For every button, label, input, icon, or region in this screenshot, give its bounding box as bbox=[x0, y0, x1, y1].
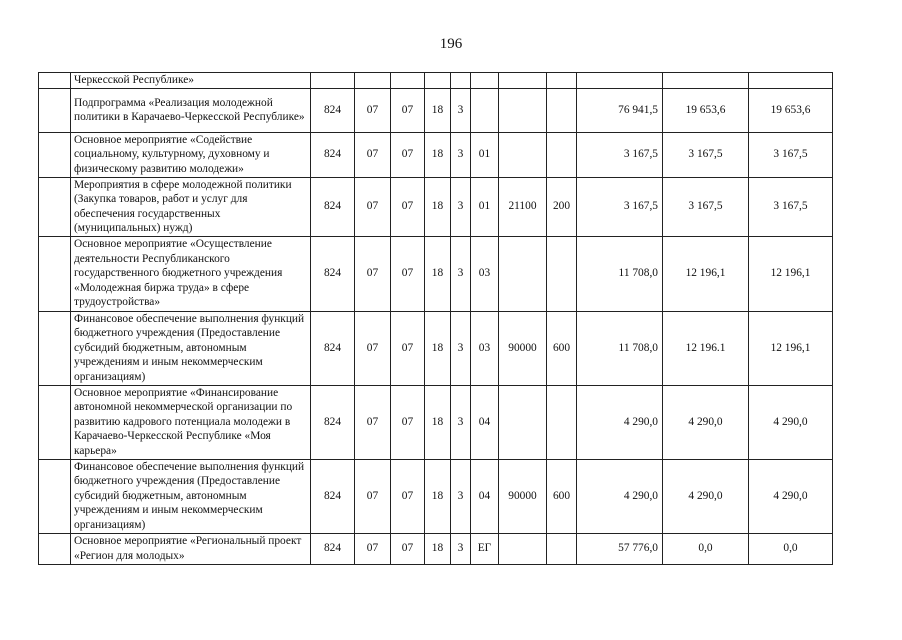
program-code-cell: 18 bbox=[425, 88, 451, 132]
direction-code-cell bbox=[499, 236, 547, 311]
row-number-cell bbox=[39, 132, 71, 177]
row-number-cell bbox=[39, 236, 71, 311]
activity-code-cell: EГ bbox=[471, 533, 499, 564]
program-name-cell: Основное мероприятие «Региональный проект «Регион для молодых» bbox=[71, 533, 311, 564]
subsection-code-cell bbox=[391, 73, 425, 89]
amount-year-1-cell bbox=[577, 73, 663, 89]
amount-year-1-cell: 76 941,5 bbox=[577, 88, 663, 132]
table-row bbox=[39, 459, 833, 533]
subprogram-code-cell: 3 bbox=[451, 385, 471, 459]
grbs-code-cell bbox=[311, 73, 355, 89]
section-code-cell: 07 bbox=[355, 132, 391, 177]
grbs-code-cell: 824 bbox=[311, 88, 355, 132]
amount-year-1-cell: 11 708,0 bbox=[577, 236, 663, 311]
subsection-code-cell: 07 bbox=[391, 385, 425, 459]
program-code-cell: 18 bbox=[425, 132, 451, 177]
subsection-code-cell: 07 bbox=[391, 459, 425, 533]
direction-code-cell bbox=[499, 533, 547, 564]
row-number-cell bbox=[39, 73, 71, 89]
amount-year-2-cell: 12 196,1 bbox=[663, 236, 749, 311]
program-code-cell: 18 bbox=[425, 459, 451, 533]
row-number-cell bbox=[39, 311, 71, 385]
table-row bbox=[39, 533, 833, 564]
section-code-cell: 07 bbox=[355, 459, 391, 533]
amount-year-2-cell: 4 290,0 bbox=[663, 459, 749, 533]
program-code-cell bbox=[425, 73, 451, 89]
table-row bbox=[39, 385, 833, 459]
grbs-code-cell: 824 bbox=[311, 311, 355, 385]
direction-code-cell: 90000 bbox=[499, 311, 547, 385]
subsection-code-cell: 07 bbox=[391, 132, 425, 177]
direction-code-cell bbox=[499, 73, 547, 89]
program-name-cell: Финансовое обеспечение выполнения функций бюджетного учреждения (Предоставление субсидий бюджетным, автономным учреждениям и иным некоммерческим организациям) bbox=[71, 459, 311, 533]
amount-year-2-cell: 3 167,5 bbox=[663, 132, 749, 177]
table-row bbox=[39, 236, 833, 311]
table-row bbox=[39, 177, 833, 236]
activity-code-cell: 04 bbox=[471, 459, 499, 533]
program-code-cell: 18 bbox=[425, 533, 451, 564]
program-name-cell: Основное мероприятие «Содействие социальному, культурному, духовному и физическому развитию молодежи» bbox=[71, 132, 311, 177]
subprogram-code-cell: 3 bbox=[451, 88, 471, 132]
expense-type-cell: 600 bbox=[547, 311, 577, 385]
amount-year-1-cell: 4 290,0 bbox=[577, 385, 663, 459]
amount-year-1-cell: 11 708,0 bbox=[577, 311, 663, 385]
program-name-cell: Основное мероприятие «Финансирование автономной некоммерческой организации по развитию кадрового потенциала молодежи в Карачаево-Черкесской Республике «Моя карьера» bbox=[71, 385, 311, 459]
amount-year-3-cell bbox=[749, 73, 833, 89]
row-number-cell bbox=[39, 533, 71, 564]
expense-type-cell bbox=[547, 132, 577, 177]
section-code-cell: 07 bbox=[355, 385, 391, 459]
expense-type-cell bbox=[547, 73, 577, 89]
amount-year-1-cell: 3 167,5 bbox=[577, 132, 663, 177]
direction-code-cell: 21100 bbox=[499, 177, 547, 236]
section-code-cell: 07 bbox=[355, 88, 391, 132]
subsection-code-cell: 07 bbox=[391, 177, 425, 236]
activity-code-cell: 01 bbox=[471, 132, 499, 177]
amount-year-3-cell: 19 653,6 bbox=[749, 88, 833, 132]
amount-year-2-cell: 0,0 bbox=[663, 533, 749, 564]
section-code-cell bbox=[355, 73, 391, 89]
program-code-cell: 18 bbox=[425, 177, 451, 236]
expense-type-cell bbox=[547, 236, 577, 311]
program-name-cell: Основное мероприятие «Осуществление деятельности Республиканского государственного бюджетного учреждения «Молодежная биржа труда» в сфере трудоустройства» bbox=[71, 236, 311, 311]
program-name-cell: Черкесской Республике» bbox=[71, 73, 311, 89]
amount-year-3-cell: 12 196,1 bbox=[749, 236, 833, 311]
table-row bbox=[39, 73, 833, 89]
amount-year-1-cell: 4 290,0 bbox=[577, 459, 663, 533]
section-code-cell: 07 bbox=[355, 177, 391, 236]
budget-table-body bbox=[39, 73, 833, 565]
section-code-cell: 07 bbox=[355, 533, 391, 564]
direction-code-cell: 90000 bbox=[499, 459, 547, 533]
grbs-code-cell: 824 bbox=[311, 236, 355, 311]
table-row bbox=[39, 132, 833, 177]
amount-year-2-cell: 12 196.1 bbox=[663, 311, 749, 385]
amount-year-3-cell: 4 290,0 bbox=[749, 385, 833, 459]
section-code-cell: 07 bbox=[355, 311, 391, 385]
activity-code-cell: 03 bbox=[471, 236, 499, 311]
grbs-code-cell: 824 bbox=[311, 459, 355, 533]
amount-year-3-cell: 3 167,5 bbox=[749, 132, 833, 177]
row-number-cell bbox=[39, 459, 71, 533]
program-code-cell: 18 bbox=[425, 236, 451, 311]
amount-year-2-cell: 4 290,0 bbox=[663, 385, 749, 459]
table-row bbox=[39, 311, 833, 385]
activity-code-cell bbox=[471, 88, 499, 132]
subsection-code-cell: 07 bbox=[391, 88, 425, 132]
amount-year-3-cell: 3 167,5 bbox=[749, 177, 833, 236]
activity-code-cell: 04 bbox=[471, 385, 499, 459]
amount-year-2-cell: 3 167,5 bbox=[663, 177, 749, 236]
expense-type-cell bbox=[547, 88, 577, 132]
direction-code-cell bbox=[499, 132, 547, 177]
subprogram-code-cell: 3 bbox=[451, 311, 471, 385]
activity-code-cell bbox=[471, 73, 499, 89]
program-name-cell: Подпрограмма «Реализация молодежной политики в Карачаево-Черкесской Республике» bbox=[71, 88, 311, 132]
expense-type-cell: 600 bbox=[547, 459, 577, 533]
activity-code-cell: 01 bbox=[471, 177, 499, 236]
activity-code-cell: 03 bbox=[471, 311, 499, 385]
section-code-cell: 07 bbox=[355, 236, 391, 311]
direction-code-cell bbox=[499, 385, 547, 459]
subprogram-code-cell: 3 bbox=[451, 177, 471, 236]
subsection-code-cell: 07 bbox=[391, 533, 425, 564]
amount-year-3-cell: 0,0 bbox=[749, 533, 833, 564]
subprogram-code-cell: 3 bbox=[451, 533, 471, 564]
amount-year-1-cell: 57 776,0 bbox=[577, 533, 663, 564]
subprogram-code-cell: 3 bbox=[451, 236, 471, 311]
program-name-cell: Финансовое обеспечение выполнения функций бюджетного учреждения (Предоставление субсидий бюджетным, автономным учреждениям и иным некоммерческим организациям) bbox=[71, 311, 311, 385]
budget-table bbox=[38, 72, 833, 565]
amount-year-3-cell: 4 290,0 bbox=[749, 459, 833, 533]
subprogram-code-cell: 3 bbox=[451, 132, 471, 177]
row-number-cell bbox=[39, 88, 71, 132]
row-number-cell bbox=[39, 385, 71, 459]
grbs-code-cell: 824 bbox=[311, 385, 355, 459]
program-code-cell: 18 bbox=[425, 311, 451, 385]
grbs-code-cell: 824 bbox=[311, 533, 355, 564]
amount-year-2-cell: 19 653,6 bbox=[663, 88, 749, 132]
grbs-code-cell: 824 bbox=[311, 177, 355, 236]
subsection-code-cell: 07 bbox=[391, 236, 425, 311]
table-row bbox=[39, 88, 833, 132]
amount-year-2-cell bbox=[663, 73, 749, 89]
page-number: 196 bbox=[439, 36, 463, 52]
expense-type-cell bbox=[547, 385, 577, 459]
subprogram-code-cell bbox=[451, 73, 471, 89]
amount-year-1-cell: 3 167,5 bbox=[577, 177, 663, 236]
row-number-cell bbox=[39, 177, 71, 236]
expense-type-cell bbox=[547, 533, 577, 564]
direction-code-cell bbox=[499, 88, 547, 132]
program-code-cell: 18 bbox=[425, 385, 451, 459]
amount-year-3-cell: 12 196,1 bbox=[749, 311, 833, 385]
program-name-cell: Мероприятия в сфере молодежной политики (Закупка товаров, работ и услуг для обеспечения государственных (муниципальных) нужд) bbox=[71, 177, 311, 236]
subsection-code-cell: 07 bbox=[391, 311, 425, 385]
expense-type-cell: 200 bbox=[547, 177, 577, 236]
grbs-code-cell: 824 bbox=[311, 132, 355, 177]
subprogram-code-cell: 3 bbox=[451, 459, 471, 533]
